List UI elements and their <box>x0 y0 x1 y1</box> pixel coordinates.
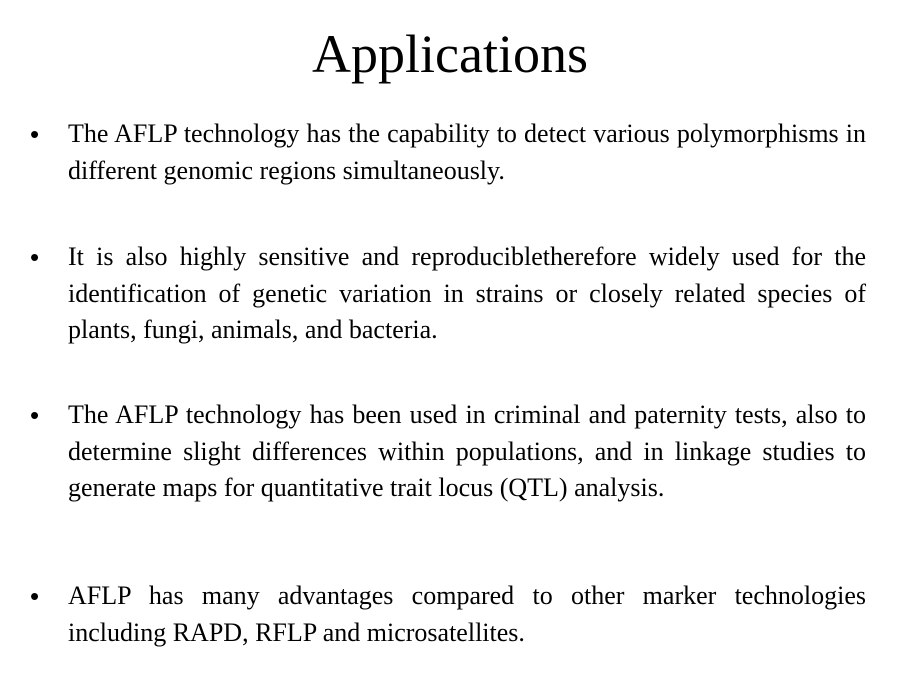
bullet-icon: • <box>30 581 40 611</box>
bullet-text: The AFLP technology has been used in criminal and paternity tests, also to determine slight differences within populations, and in linkage studies to generate maps for quantitative trait locus (QTL) analysis. <box>68 400 866 502</box>
bullet-icon: • <box>30 119 40 149</box>
bullet-text: It is also highly sensitive and reproducibletherefore widely used for the identification of genetic variation in strains or closely related species of plants, fungi, animals, and bacteria. <box>68 242 866 344</box>
bullet-item <box>30 116 866 189</box>
bullet-item <box>30 578 866 651</box>
bullet-text: The AFLP technology has the capability to detect various polymorphisms in different genomic regions simultaneously. <box>68 119 866 185</box>
bullet-item <box>30 239 866 349</box>
bullet-item <box>30 397 866 507</box>
bullet-icon: • <box>30 400 40 430</box>
bullet-icon: • <box>30 242 40 272</box>
slide-title: Applications <box>312 24 588 84</box>
bullet-text: AFLP has many advantages compared to other marker technologies including RAPD, RFLP and microsatellites. <box>68 581 866 647</box>
